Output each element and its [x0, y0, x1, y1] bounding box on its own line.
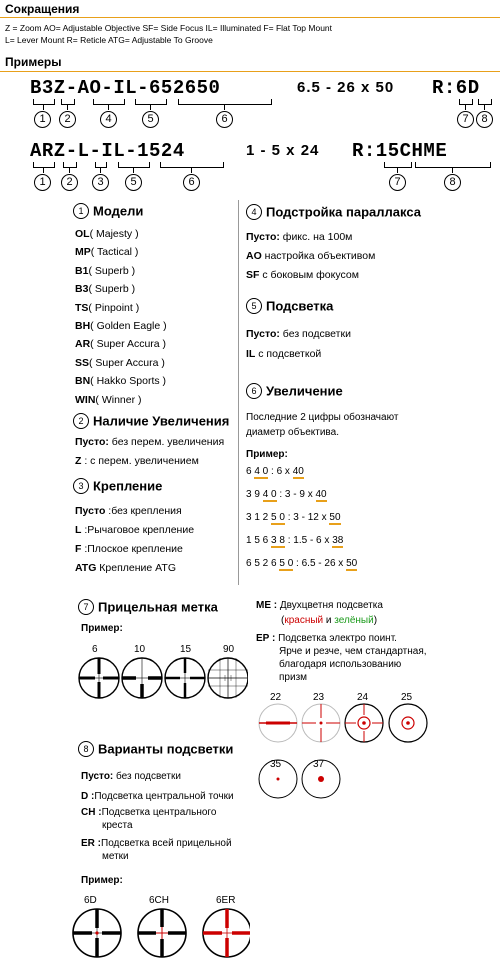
me-block [256, 598, 496, 628]
num-circle: 5 [142, 111, 159, 128]
section-num: 7 [78, 599, 94, 615]
list-item [81, 769, 251, 784]
num-circle: 7 [457, 111, 474, 128]
magnif-pre: 6 [246, 466, 255, 477]
section-heading [78, 598, 218, 616]
magnif-hl: 4 0 [262, 489, 277, 500]
tick [452, 168, 453, 173]
section-heading [73, 412, 229, 430]
ep-line-1 [256, 632, 496, 645]
magnif-row [246, 460, 398, 483]
ep-reticle-25 [389, 704, 427, 742]
reticle-90 [208, 658, 248, 698]
list-item [75, 540, 194, 559]
magnif-hl: 4 0 [254, 466, 269, 477]
section-num: 3 [73, 478, 89, 494]
title-underline [0, 17, 500, 18]
num-circle: 2 [59, 111, 76, 128]
item-text: настройка объективом [261, 250, 376, 262]
item-text: : с перем. увеличением [81, 455, 199, 467]
item-code: L [75, 524, 82, 536]
section-parallax [246, 203, 421, 285]
magnif-mid: : 3 - 12 x [284, 512, 330, 523]
section-title: Прицельная метка [98, 599, 218, 615]
examples-title: Примеры [5, 55, 62, 69]
model-item [75, 299, 167, 317]
model-item [75, 262, 167, 280]
model-name: ( Superb ) [88, 264, 136, 277]
zoom-list [75, 433, 229, 471]
model-code: OL [75, 228, 90, 240]
item-text: Крепление ATG [96, 562, 176, 574]
mount-list [75, 502, 194, 578]
model-item [75, 280, 167, 298]
model-name: ( Hakko Sports ) [90, 375, 167, 388]
magnif-row [246, 529, 398, 552]
column-divider [238, 200, 239, 585]
me-code: ME : [256, 600, 278, 611]
num-circle: 6 [216, 111, 233, 128]
item-code: SF [246, 269, 260, 281]
section-title: Крепление [93, 478, 163, 494]
bracket [384, 162, 412, 168]
reticle-10 [122, 658, 162, 698]
parallax-list [246, 228, 421, 285]
model-code: B3 [75, 283, 89, 296]
model-name: ( Winner ) [95, 393, 142, 406]
paren: ( [281, 615, 285, 626]
item-text: без подсветки [279, 328, 351, 340]
ep-reticle-37 [302, 760, 340, 798]
model-code: TS [75, 301, 89, 314]
section-heading [246, 203, 421, 221]
section-heading [73, 202, 167, 220]
num-circle: 1 [34, 174, 51, 191]
me-green: зелёный [334, 615, 374, 626]
num-circle: 8 [476, 111, 493, 128]
model-list [75, 225, 167, 409]
tick [43, 105, 44, 110]
item-text: :Рычаговое крепление [81, 524, 195, 536]
ep-reticle-grid [256, 690, 496, 800]
list-item [75, 452, 229, 471]
section-title: Модели [93, 203, 144, 219]
magnif-mid: : 1.5 - 6 x [284, 535, 333, 546]
list-item [81, 789, 251, 804]
section-num: 5 [246, 298, 262, 314]
model-code: MP [75, 246, 91, 259]
num-circle: 6 [183, 174, 200, 191]
examples-underline [0, 71, 500, 72]
ep-block [256, 632, 496, 684]
item-text: :Плоское крепление [81, 543, 183, 555]
item-code: AO [246, 250, 262, 262]
model-code: AR [75, 338, 91, 351]
item-text: Подсветка центрального [101, 807, 217, 818]
magnif-mid: : 6 x [268, 466, 293, 477]
me-red: красный [284, 615, 324, 626]
section-title: Подстройка параллакса [266, 204, 421, 220]
item-text: Подсветка всей прицельной [101, 838, 232, 849]
model-name: ( Tactical ) [90, 246, 139, 259]
num-circle: 7 [389, 174, 406, 191]
item-code: F [75, 543, 82, 555]
item-code: Пусто: [75, 436, 109, 448]
example-2-spec: 1 - 5 x 24 [246, 142, 320, 159]
list-item [246, 266, 421, 285]
magnif-row [246, 506, 398, 529]
tick [43, 168, 44, 173]
model-name: ( Super Accura ) [89, 356, 165, 369]
model-name: ( Superb ) [88, 283, 136, 296]
ep-label: 25 [401, 692, 413, 703]
ep-label: 22 [270, 692, 282, 703]
ep-label: 35 [270, 759, 282, 770]
magnif-mid: : 3 - 9 x [276, 489, 316, 500]
item-text: без подсветки [113, 771, 181, 782]
section-num: 8 [78, 741, 94, 757]
item-code: D : [81, 791, 95, 802]
reticle-label: 6 [92, 644, 98, 655]
paren: ) [373, 615, 378, 626]
list-item [246, 247, 421, 266]
model-code: SS [75, 356, 90, 369]
tick [100, 168, 101, 173]
reticle-label: 15 [180, 644, 192, 655]
example-2-code: ARZ-L-IL-1524 [30, 140, 185, 162]
magnif-res: 40 [292, 466, 304, 477]
ep-line-3: благодаря использованию [279, 659, 402, 670]
magnif-res: 50 [329, 512, 341, 523]
illum-reticle-6d [73, 909, 121, 957]
magnif-pre: 3 1 2 [246, 512, 272, 523]
tick [133, 168, 134, 173]
model-code: WIN [75, 393, 96, 406]
item-text: с подсветкой [255, 348, 322, 360]
ep-text: Подсветка электро поинт. [278, 633, 397, 644]
model-name: ( Majesty ) [89, 228, 139, 240]
bracket [63, 162, 77, 168]
illum-example-label: Пример: [81, 875, 123, 886]
section-mount [73, 477, 194, 578]
model-code: BN [75, 375, 91, 388]
illum-example-label-item: 6CH [149, 895, 170, 906]
section-illumination [246, 297, 351, 364]
list-item [75, 502, 194, 521]
model-code: B1 [75, 264, 89, 277]
ep-line-2: Ярче и резче, чем стандартная, [279, 646, 427, 657]
illum-example-label-item: 6ER [216, 895, 236, 906]
tick [465, 105, 466, 110]
illum-reticle-6ch [138, 909, 186, 957]
list-item [81, 837, 251, 850]
ep-label: 23 [313, 692, 325, 703]
item-code: Z [75, 455, 82, 467]
reticle-6 [79, 658, 119, 698]
item-code: Пусто [75, 505, 106, 517]
ep-line-4: призм [279, 672, 308, 683]
me-line-2 [281, 613, 496, 628]
section-title: Подсветка [266, 298, 334, 314]
list-item [75, 521, 194, 540]
magnif-pre: 1 5 6 [246, 535, 272, 546]
num-circle: 8 [444, 174, 461, 191]
section-models [73, 202, 167, 409]
bracket [478, 99, 492, 105]
example-1-spec: 6.5 - 26 x 50 [297, 79, 395, 96]
ep-label: 24 [357, 692, 369, 703]
bracket [93, 99, 125, 105]
magnif-res: 50 [346, 558, 358, 569]
example-2-reticle: R:15CHME [352, 140, 448, 162]
item-text: с боковым фокусом [259, 269, 359, 281]
list-item [75, 433, 229, 452]
magnif-pre: 6 5 2 6 [246, 558, 280, 569]
tick [484, 105, 485, 110]
num-circle: 2 [61, 174, 78, 191]
tick [67, 105, 68, 110]
section-num: 2 [73, 413, 89, 429]
model-item [75, 391, 167, 409]
section-magnification [246, 382, 398, 575]
magnif-desc-2: диаметр объектива. [246, 427, 339, 438]
model-item [75, 372, 167, 390]
bracket [160, 162, 224, 168]
example-1-code: B3Z-AO-IL-652650 [30, 77, 221, 99]
section-num: 4 [246, 204, 262, 220]
tick [150, 105, 151, 110]
ep-reticle-diagrams [256, 702, 436, 800]
abbrev-line-1: Z = Zoom AO= Adjustable Objective SF= Side Focus IL= Illuminated F= Flat Top Mount [5, 23, 333, 33]
model-code: BH [75, 320, 91, 333]
section-reticle [78, 598, 218, 636]
num-circle: 3 [92, 174, 109, 191]
section-num: 6 [246, 383, 262, 399]
section-illum-variants [78, 740, 233, 758]
ep-reticle-23 [302, 704, 340, 742]
magnif-hl: 5 0 [271, 512, 285, 523]
me-and: и [323, 615, 335, 626]
ep-reticle-24 [345, 704, 383, 742]
list-item-cont: креста [102, 820, 133, 831]
item-code: CH : [81, 807, 102, 818]
section-title: Варианты подсветки [98, 741, 234, 757]
tick [69, 168, 70, 173]
model-name: ( Super Accura ) [90, 338, 167, 351]
list-item-cont: метки [102, 851, 129, 862]
magnif-row [246, 552, 398, 575]
section-title: Увеличение [266, 383, 343, 399]
section-zoom [73, 412, 229, 471]
magnif-hl: 3 8 [271, 535, 285, 546]
bracket [118, 162, 150, 168]
list-item [246, 344, 351, 364]
model-item [75, 243, 167, 261]
magnif-example-label: Пример: [246, 449, 288, 460]
bracket [135, 99, 167, 105]
section-title: Наличие Увеличения [93, 413, 230, 429]
num-circle: 1 [34, 111, 51, 128]
magnif-res: 38 [332, 535, 344, 546]
item-code: Пусто: [81, 771, 114, 782]
ep-reticle-22 [259, 704, 297, 742]
list-item [75, 559, 194, 578]
item-code: IL [246, 348, 256, 360]
magnif-pre: 3 9 [246, 489, 263, 500]
item-text: без перем. увеличения [108, 436, 225, 448]
item-text: :без крепления [105, 505, 182, 517]
list-item [246, 324, 351, 344]
illum-reticle-6er [203, 909, 250, 957]
num-circle: 5 [125, 174, 142, 191]
item-code: ER : [81, 838, 101, 849]
magnif-mid: : 6.5 - 26 x [293, 558, 347, 569]
model-name: ( Golden Eagle ) [90, 320, 167, 333]
item-text: Подсветка центральной точки [94, 791, 234, 802]
bracket [178, 99, 272, 105]
abbrev-title: Сокращения [5, 2, 80, 16]
bracket [459, 99, 473, 105]
item-code: Пусто: [246, 231, 280, 243]
magnif-desc-1: Последние 2 цифры обозначают [246, 412, 399, 423]
model-item [75, 354, 167, 372]
model-item [75, 335, 167, 353]
section-heading [78, 740, 233, 758]
me-text: Двухцветня подсветка [279, 600, 383, 611]
reticle-15 [165, 658, 205, 698]
magnif-hl: 5 0 [279, 558, 294, 569]
list-item [81, 806, 251, 819]
item-text: фикс. на 100м [279, 231, 353, 243]
bracket [61, 99, 75, 105]
abbrev-line-2: L= Lever Mount R= Reticle ATG= Adjustable To Groove [5, 35, 213, 45]
model-item [75, 317, 167, 335]
bracket [95, 162, 107, 168]
tick [191, 168, 192, 173]
illum-example-row [70, 893, 250, 965]
model-item [75, 225, 167, 243]
section-heading [246, 297, 351, 315]
reticle-label: 10 [134, 644, 146, 655]
section-num: 1 [73, 203, 89, 219]
bracket [33, 99, 55, 105]
section-heading [73, 477, 194, 495]
item-code: ATG [75, 562, 97, 574]
ep-reticle-35 [259, 760, 297, 798]
illum-list [246, 324, 351, 364]
tick [397, 168, 398, 173]
magnif-res: 40 [315, 489, 327, 500]
reticle-diagrams [78, 656, 248, 702]
item-code: Пусто: [246, 328, 280, 340]
bracket [415, 162, 491, 168]
illum-example-diagrams [70, 906, 250, 962]
illum-variants-list [81, 769, 251, 863]
reticle-example-label: Пример: [81, 623, 123, 634]
list-item [246, 228, 421, 247]
section-heading [246, 382, 398, 400]
ep-label: 37 [313, 759, 325, 770]
tick [224, 105, 225, 110]
me-line-1 [256, 598, 496, 613]
illum-example-label-item: 6D [84, 895, 97, 906]
num-circle: 4 [100, 111, 117, 128]
reticle-label: 90 [223, 644, 235, 655]
magnif-row [246, 483, 398, 506]
magnif-rows [246, 460, 398, 575]
bracket [33, 162, 55, 168]
ep-code: EP : [256, 633, 276, 644]
example-1-reticle: R:6D [432, 77, 480, 99]
tick [108, 105, 109, 110]
model-name: ( Pinpoint ) [88, 301, 140, 314]
